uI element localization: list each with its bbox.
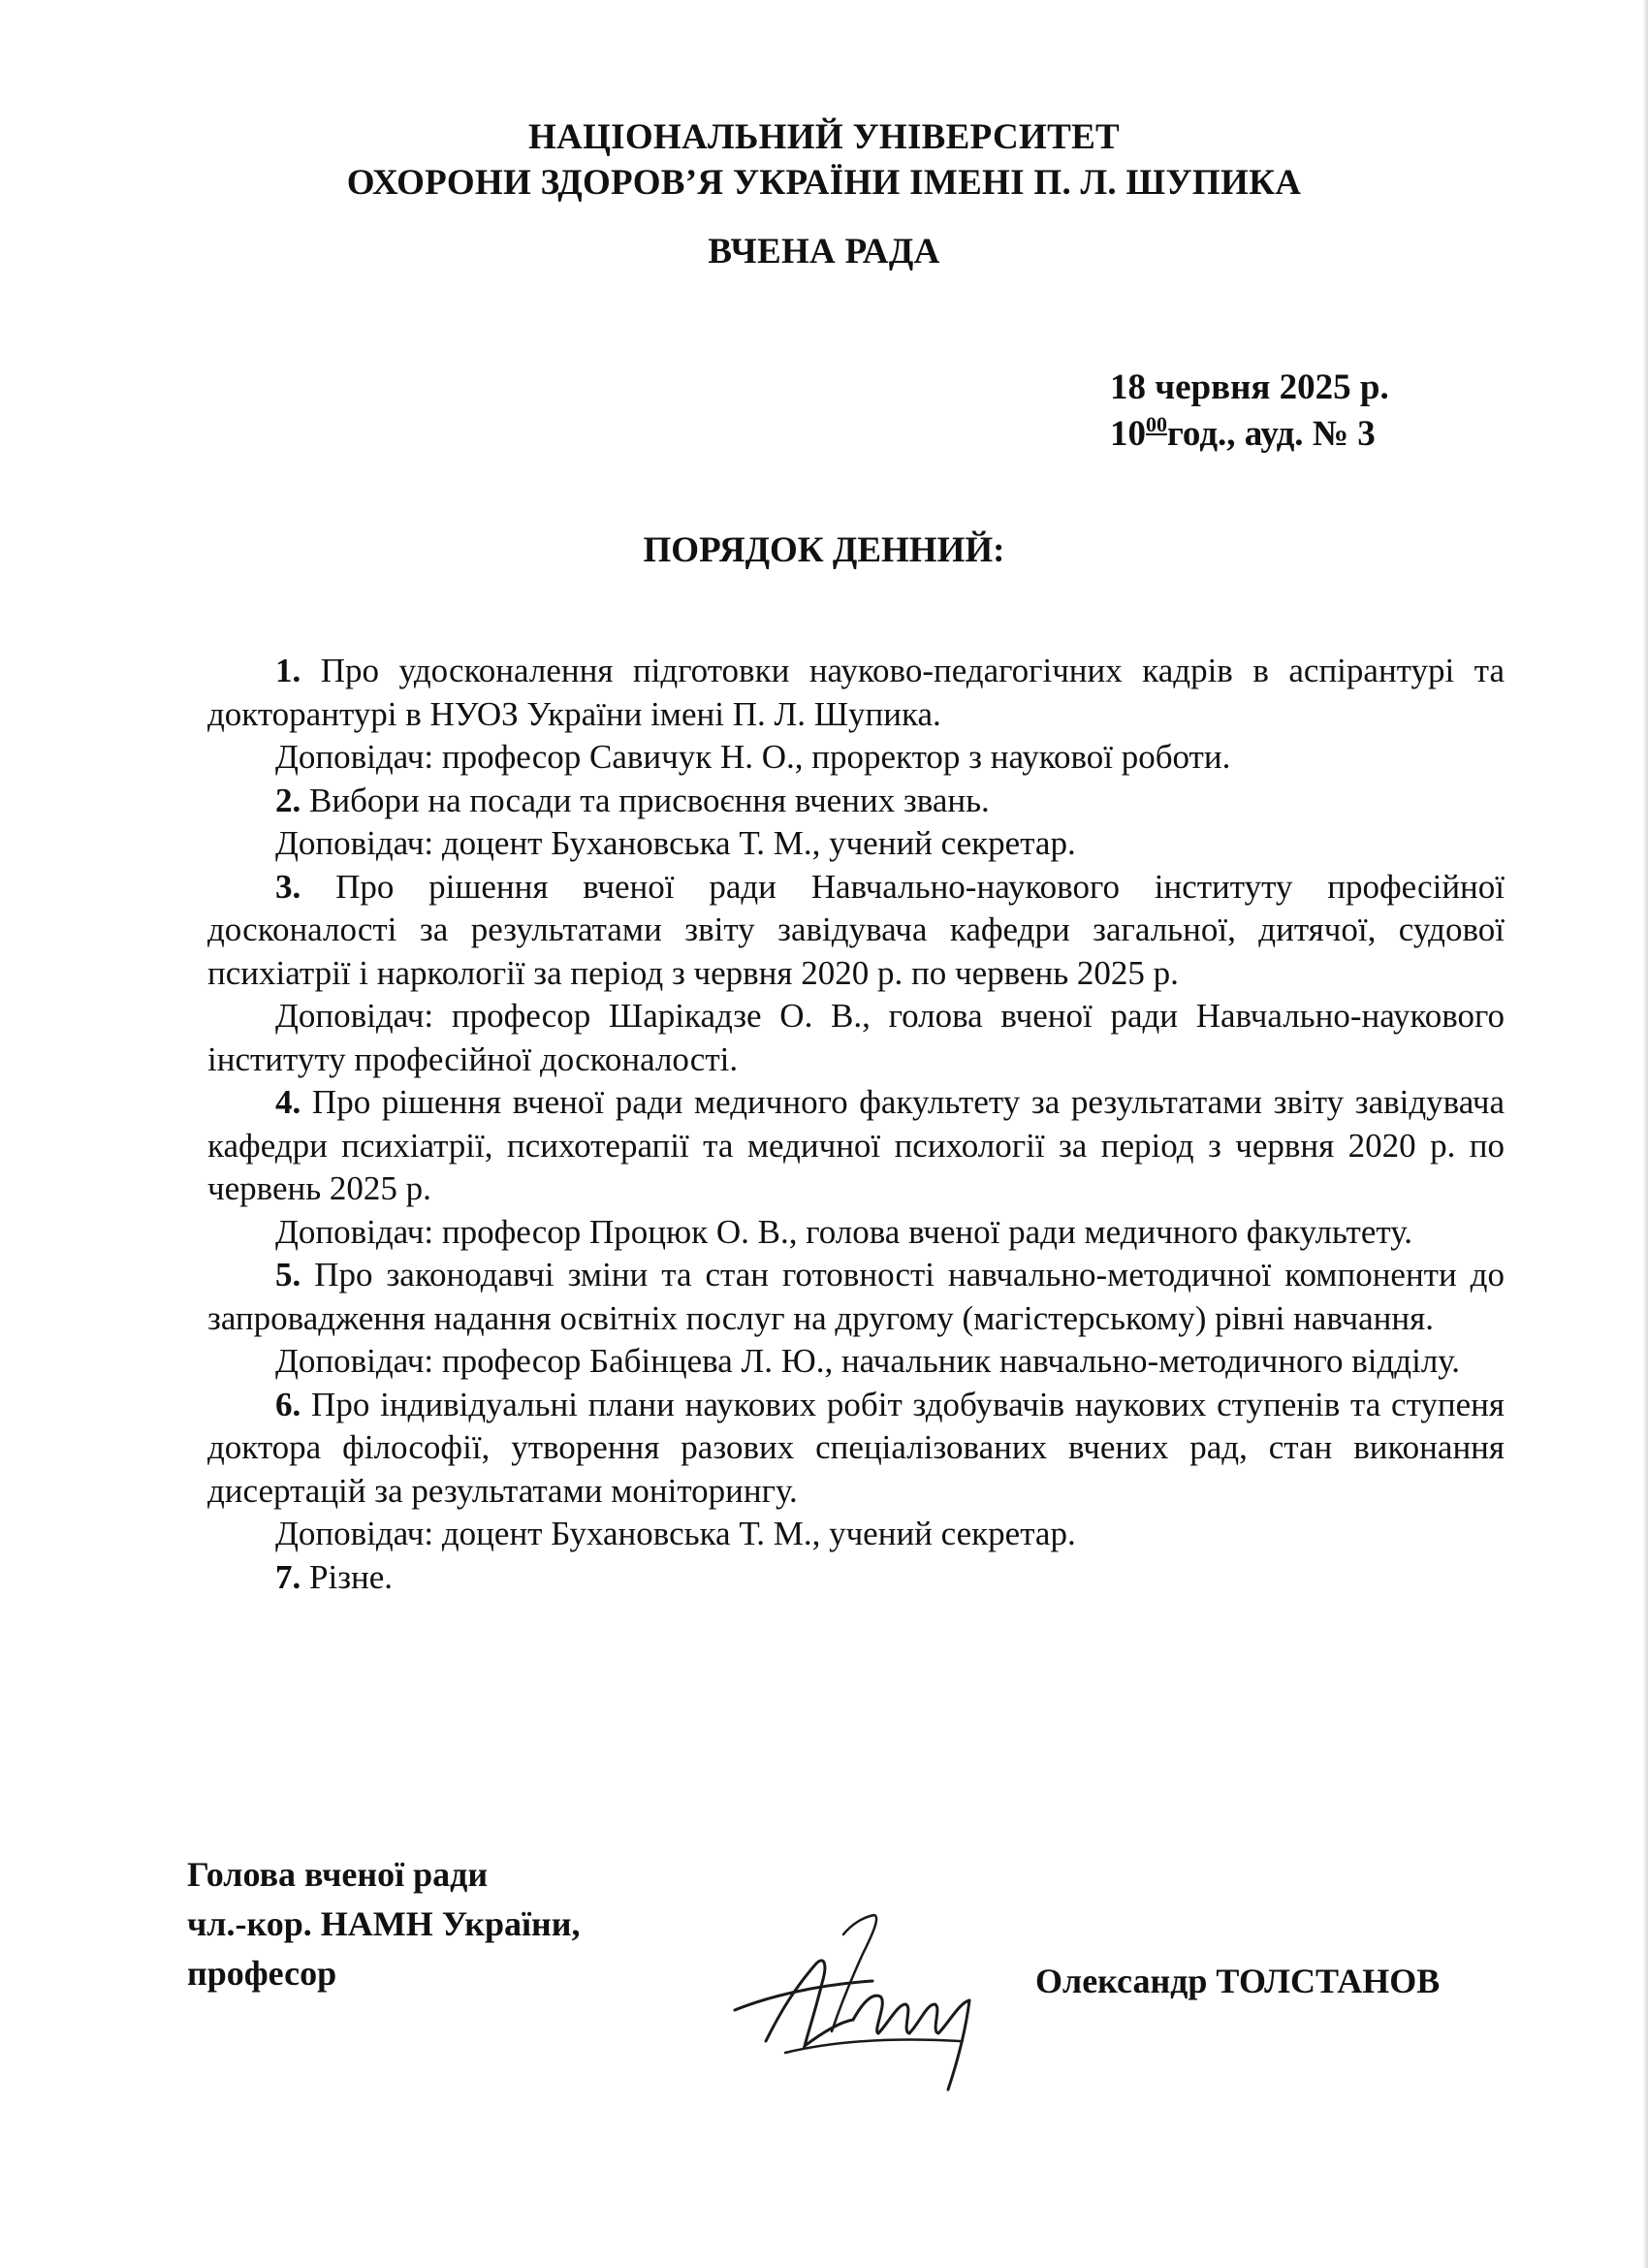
time-minutes: 00 [1146,412,1167,436]
agenda-title: ПОРЯДОК ДЕННИЙ: [643,530,1005,570]
agenda-item-number: 1. [275,652,301,689]
meeting-time [1110,412,1376,455]
agenda-item-reporter: Доповідач: професор Шарікадзе О. В., голова вченої ради Навчально-наукового інституту професійної досконалості. [207,997,1505,1078]
agenda-item-reporter: Доповідач: професор Савичук Н. О., проректор з наукової роботи. [275,738,1231,776]
agenda-item-number: 5. [275,1256,301,1294]
agenda-list [207,650,1505,1599]
agenda-item-title: Вибори на посади та присвоєння вчених звань. [309,781,990,819]
university-name-line2: ОХОРОНИ ЗДОРОВ’Я УКРАЇНИ ІМЕНІ П. Л. ШУПИКА [346,163,1302,203]
agenda-item [207,866,1505,996]
agenda-item [207,1384,1505,1514]
signatory-position: Голова вченої ради [187,1855,489,1894]
agenda-item-reporter: Доповідач: професор Процюк О. В., голова вченої ради медичного факультету. [275,1212,1412,1251]
agenda-item-number: 3. [275,867,301,906]
agenda-item [207,780,1505,823]
agenda-item-title: Про індивідуальні плани наукових робіт здобувачів наукових ступенів та ступеня доктора філософії, утворення разових спеціалізованих вчених рад, стан виконання дисертацій за результатами моніторингу. [207,1385,1505,1510]
agenda-item-number: 7. [275,1557,301,1596]
agenda-item-reporter: Доповідач: доцент Бухановська Т. М., учений секретар. [275,824,1076,862]
agenda-item-title: Про рішення вченої ради медичного факультету за результатами звіту завідувача кафедри психіатрії, психотерапії та медичної психології за період з червня 2020 р. по червень 2025 р. [207,1083,1505,1207]
scan-edge [1642,0,1648,2268]
time-hour: 10 [1110,414,1146,454]
agenda-item-title: Різне. [309,1557,394,1596]
handwritten-signature [727,1896,1008,2099]
time-rest: год., ауд. № 3 [1167,414,1376,454]
agenda-item [207,1254,1505,1340]
signatory-rank: чл.-кор. НАМН України, [187,1904,581,1943]
agenda-item [207,1081,1505,1211]
agenda-item-title: Про законодавчі зміни та стан готовності навчально-методичної компоненти до запровадження надання освітніх послуг на другому (магістерському) рівні навчання. [207,1256,1505,1337]
agenda-item-reporter: Доповідач: доцент Бухановська Т. М., учений секретар. [275,1515,1076,1552]
agenda-item-title: Про рішення вченої ради Навчально-наукового інституту професійної досконалості за результатами звіту завідувача кафедри загальної, дитячої, судової психіатрії і наркології за період з червня 2020 р. по червень 2025 р. [207,867,1505,992]
agenda-item-number: 4. [275,1083,301,1121]
agenda-item-number: 6. [275,1385,301,1423]
council-name: ВЧЕНА РАДА [708,232,940,272]
agenda-item [207,1556,1505,1600]
meeting-date: 18 червня 2025 р. [1110,367,1389,407]
agenda-item-reporter: Доповідач: професор Бабінцева Л. Ю., начальник навчально-методичного відділу. [275,1342,1461,1380]
signatory-degree: професор [187,1954,337,1993]
signatory-name: Олександр ТОЛСТАНОВ [1035,1962,1441,2000]
university-name-line1: НАЦІОНАЛЬНИЙ УНІВЕРСИТЕТ [527,117,1121,157]
agenda-item [207,650,1505,736]
agenda-item-number: 2. [275,781,301,819]
agenda-item-title: Про удосконалення підготовки науково-педагогічних кадрів в аспірантурі та докторантурі в НУОЗ України імені П. Л. Шупика. [207,652,1505,733]
